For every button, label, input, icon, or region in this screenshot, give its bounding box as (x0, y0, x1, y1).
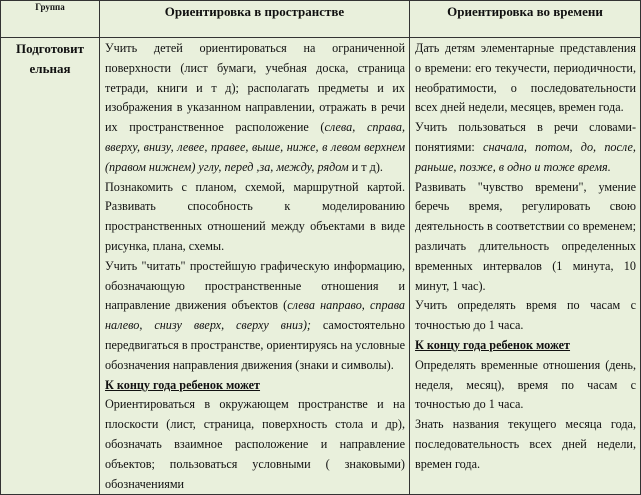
group-name-cell (1, 38, 100, 495)
group-name-line: Подготовит (15, 41, 84, 56)
header-group: Группа (1, 1, 100, 38)
time-paragraph-5: Определять временные отношения (день, неделя, месяц), время по часам с точностью до 1 часа. (415, 357, 636, 412)
space-paragraph-4: Ориентироваться в окружающем пространстве и на плоскости (лист, страница, поверхность стола и др), обозначать взаимное расположение и направление объектов; пользоваться условными ( знаковыми) обозначениями (105, 397, 405, 491)
time-orientation-cell (410, 38, 641, 495)
header-time-orientation: Ориентировка во времени (410, 1, 641, 38)
time-paragraph-6: Знать названия текущего месяца года, последовательность всех дней недели, времен года. (415, 417, 636, 471)
space-end-of-year-heading: К концу года ребенок может (105, 377, 261, 392)
time-end-of-year-heading: К концу года ребенок может (415, 337, 571, 352)
space-orientation-cell (100, 38, 410, 495)
time-paragraph-2: Учить пользоваться в речи словами-понятиями: сначала, потом, до, после, раньше, позже, в одно и тоже время. (415, 120, 636, 174)
time-paragraph-1: Дать детям элементарные представления о времени: его текучести, периодичности, необратимости, о последовательности всех дней недели, месяцев, времен года. (415, 41, 636, 115)
table-row (1, 38, 641, 495)
header-space-orientation: Ориентировка в пространстве (100, 1, 410, 38)
space-paragraph-2: Познакомить с планом, схемой, маршрутной картой. Развивать способность к моделированию пространственных отношений между объектами в виде рисунка, плана, схемы. (105, 179, 405, 253)
group-name-line: ельная (29, 61, 71, 76)
header-row (1, 1, 641, 38)
group-name (16, 41, 84, 76)
space-paragraph-1: Учить детей ориентироваться на ограниченной поверхности (лист бумаги, учебная доска, страница тетради, книги и т д); располагать предметы и их изображения в указанном направлении, отражать в речи их пространственное расположение (слева, справа, вверху, внизу, левее, правее, выше, ниже, в левом верхнем (правом нижнем) углу, перед ,за, между, рядом и т д). (105, 41, 405, 174)
space-paragraph-3: Учить "читать" простейшую графическую информацию, обозначающую пространственные отношения и направление движения объектов (слева направо, справа налево, снизу вверх, сверху вниз); самостоятельно передвигаться в пространстве, ориентируясь на условные обозначения направления движения (знаки и символы). (105, 258, 406, 372)
time-paragraph-3: Развивать "чувство времени", умение беречь время, регулировать свою деятельность в соответствии со временем; различать длительность определенных временных интервалов (1 минута, 10 минут, 1 час). (415, 179, 636, 293)
time-paragraph-4: Учить определять время по часам с точностью до 1 часа. (415, 298, 636, 333)
